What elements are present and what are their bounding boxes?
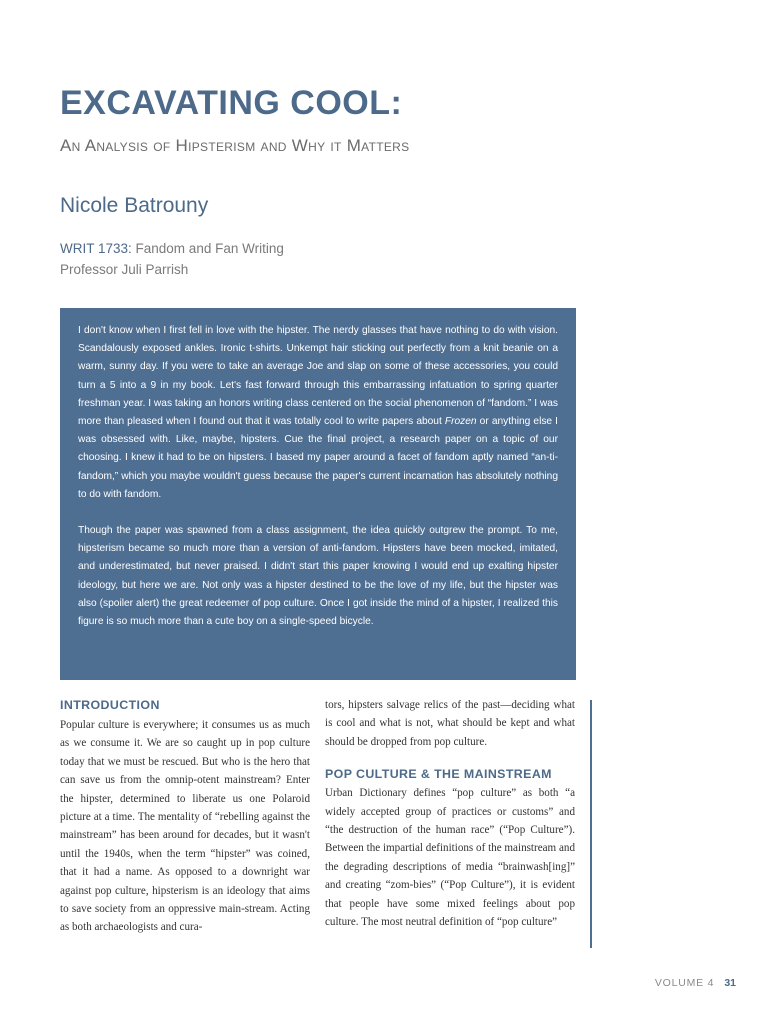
author-name: Nicole Batrouny: [60, 194, 209, 217]
abstract-paragraph-2: Though the paper was spawned from a class assignment, the idea quickly outgrew the prompt. To me, hipsterism became so much more than a version of anti-fandom. Hipsters have been mocked, imitated, and underestimated, but never praised. I didn't start this paper knowing I would end up exalting hipster ideology, but here we are. Not only was a hipster destined to be the love of my life, but the hipster was also (spoiler alert) the great redeemer of pop culture. Once I got inside the mind of a hipster, I realized this figure is so much more than a cute boy on a single-speed bicycle.: [78, 525, 558, 628]
pop-culture-heading: POP CULTURE & THE MAINSTREAM: [325, 767, 552, 782]
abstract-box: [60, 308, 576, 680]
abstract-italic-title: Frozen: [444, 416, 477, 428]
course-line: [60, 238, 284, 259]
abstract-text: I don't know when I first fell in love with the hipster. The nerdy glasses that have nothing to do with vision. Scandalously exposed ankles. Ironic t-shirts. Unkempt hair sticking out perfectly from a knit beanie on a warm, sunny day. If you were to take an average Joe and slap on some of these accessories, you could turn a 5 into a 9 in my book. Let's fast forward through this embarrassing infatuation to spring quarter freshman year. I was taking an honors writing class centered on the social phenomenon of “fandom.” I was more than pleased when I found out that it was totally cool to write papers about: [78, 325, 558, 428]
column-divider: [590, 700, 592, 948]
abstract-text: or anything else I was obsessed with. Like, maybe, hipsters. Cue the final project, a research paper on a topic of our choosing. I knew it had to be on hipsters. I based my paper around a facet of fandom aptly named “an-ti-fandom,” which you maybe wouldn't guess because the paper's current incarnation has absolutely nothing to do with fandom.: [78, 416, 558, 500]
abstract-paragraph-1: [78, 322, 558, 504]
article-subtitle: An Analysis of Hipsterism and Why it Matters: [60, 136, 410, 155]
course-name: Fandom and Fan Writing: [131, 241, 284, 256]
article-title: EXCAVATING COOL:: [60, 84, 403, 122]
course-info: [60, 238, 284, 280]
page-footer: [655, 977, 736, 989]
pop-culture-text: Urban Dictionary defines “pop culture” as both “a widely accepted group of practices or customs” and “the destruction of the human race” (“Pop Culture”). Between the impartial definitions of the mainstream and the degrading descriptions of media “brainwash[ing]” and creating “zom-bies” (“Pop Culture”), it is evident that people have some mixed feelings about pop culture. The most neutral definition of “pop culture”: [325, 787, 575, 929]
right-column: [325, 696, 575, 952]
course-code: WRIT 1733:: [60, 241, 132, 256]
professor-line: Professor Juli Parrish: [60, 262, 189, 277]
volume-label: VOLUME 4: [654, 977, 715, 989]
introduction-text: Popular culture is everywhere; it consumes us as much as we consume it. We are so caught up in pop culture today that we must be rescued. But who is the hero that can save us from the omnip-otent mainstream? Enter the hipster, determined to liberate us one Polaroid picture at a time. The mentality of “rebelling against the mainstream” has been around for decades, but it wasn't until the 1940s, when the term “hipster” was coined, that it had a name. As opposed to a downright war against pop culture, hipsterism is an ideology that aims to save society from an oppressive main-stream. Acting as both archaeologists and cura-: [60, 719, 310, 934]
continued-text: tors, hipsters salvage relics of the past—deciding what is cool and what is not, what should be kept and what should be dropped from pop culture.: [325, 699, 575, 748]
page-number: 31: [724, 977, 736, 989]
left-column: [60, 696, 310, 952]
introduction-heading: INTRODUCTION: [60, 698, 160, 712]
